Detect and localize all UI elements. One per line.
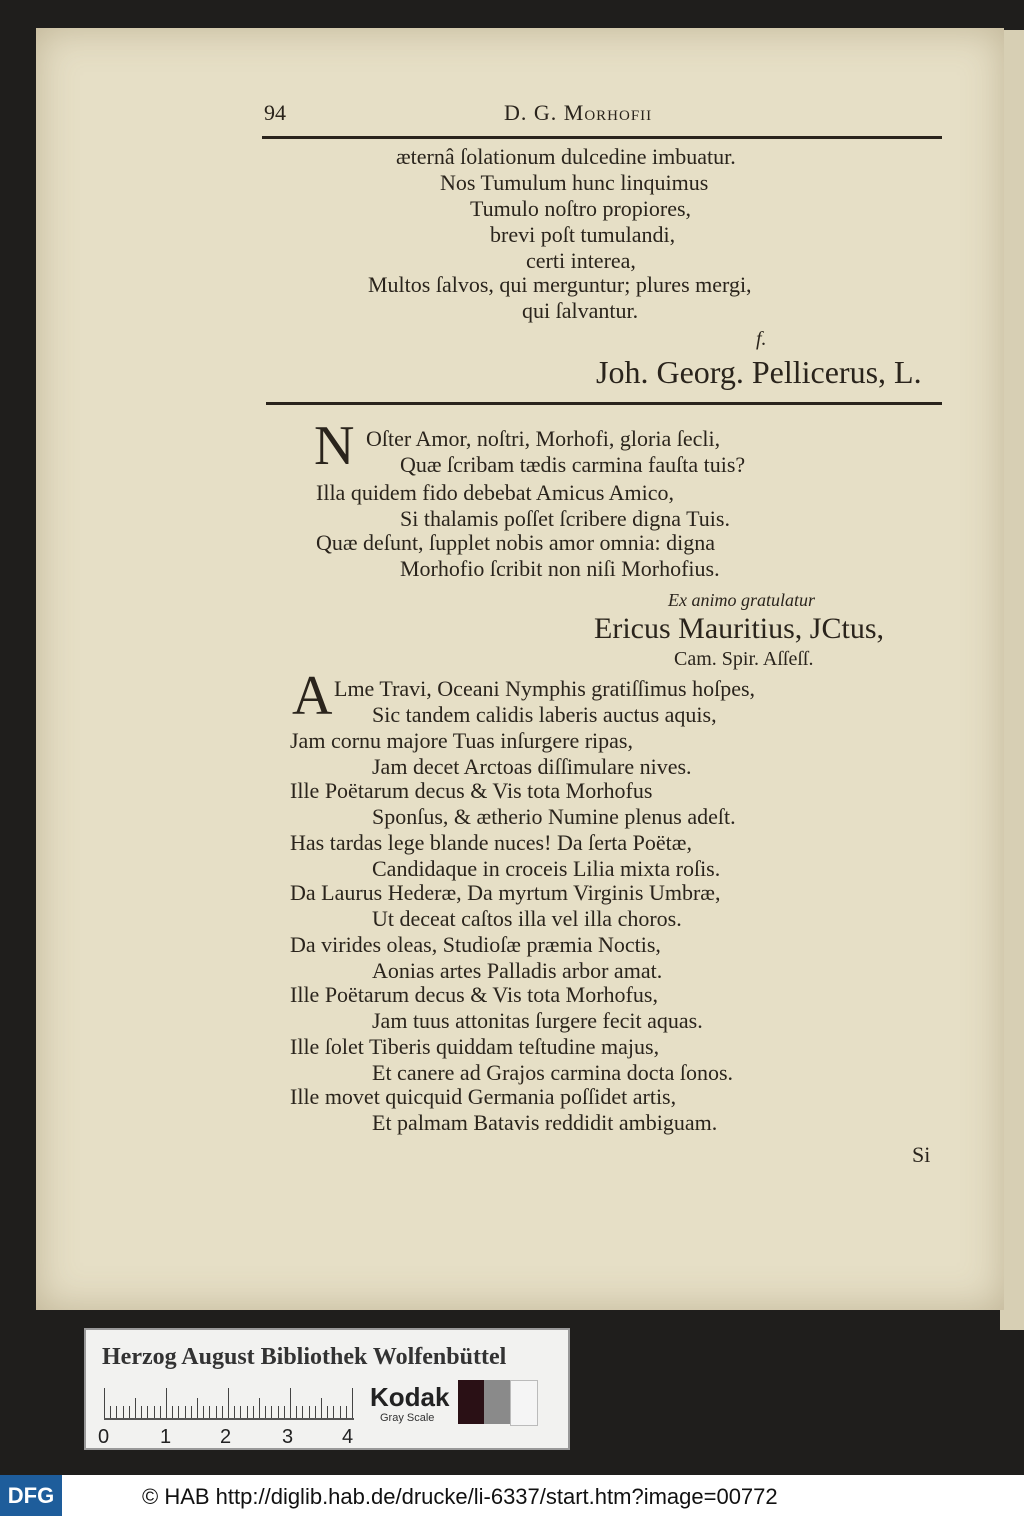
poem1-line: qui ſalvantur. [522, 298, 639, 323]
section-rule [266, 402, 942, 405]
ruler-tick [259, 1398, 260, 1418]
poem1-line: æternâ ſolationum dulcedine imbuatur. [396, 144, 736, 169]
gratulatur: Ex animo gratulatur [668, 590, 815, 610]
kodak-logo: Kodak [370, 1382, 450, 1412]
ruler-tick [129, 1406, 130, 1418]
gray-patch-light [510, 1380, 538, 1426]
ruler-tick [247, 1406, 248, 1418]
ruler-tick [327, 1406, 328, 1418]
ruler-tick [346, 1406, 347, 1418]
ruler-scale [104, 1388, 354, 1420]
book-page [36, 28, 1004, 1310]
footer [0, 1475, 1024, 1516]
ruler-tick [284, 1406, 285, 1418]
ruler-tick [135, 1398, 136, 1418]
poem1-author: Joh. Georg. Pellicerus, L. [596, 354, 922, 390]
running-title: D. G. Morhofii [504, 100, 653, 125]
poem2-line: Illa quidem fido debebat Amicus Amico, [316, 480, 675, 505]
poem3-line: Candidaque in croceis Lilia mixta roſis. [372, 856, 721, 881]
poem2-author-title: Cam. Spir. Aſſeſſ. [674, 648, 814, 670]
poem2-author: Ericus Mauritius, JCtus, [594, 612, 884, 645]
ruler-tick [228, 1388, 229, 1418]
poem3-line: Jam tuus attonitas ſurgere fecit aquas. [372, 1008, 703, 1033]
ruler-tick [209, 1406, 210, 1418]
ruler-tick [315, 1406, 316, 1418]
ruler-tick [333, 1406, 334, 1418]
poem3-line: Sic tandem calidis laberis auctus aquis, [372, 702, 717, 727]
ruler-tick [271, 1406, 272, 1418]
poem3-line: Ille ſolet Tiberis quiddam teſtudine majus, [290, 1034, 660, 1059]
ruler-tick [172, 1406, 173, 1418]
ruler-tick [104, 1388, 105, 1418]
poem2-line: Quæ deſunt, ſupplet nobis amor omnia: digna [316, 530, 716, 555]
ruler-tick [216, 1406, 217, 1418]
ruler-tick [278, 1406, 279, 1418]
scale-number: 4 [342, 1426, 354, 1448]
poem1-line: Multos ſalvos, qui merguntur; plures mergi, [368, 272, 752, 297]
gray-patch-mid [484, 1380, 510, 1424]
poem3-line: Lme Travi, Oceani Nymphis gratiſſimus hoſpes, [334, 676, 756, 701]
copyright-link[interactable]: © HAB http://diglib.hab.de/drucke/li-6337/start.htm?image=00772 [142, 1484, 778, 1509]
ruler-tick [309, 1406, 310, 1418]
ruler-tick [141, 1406, 142, 1418]
poem2-line: Quæ ſcribam tædis carmina fauſta tuis? [400, 452, 746, 477]
ruler-tick [197, 1398, 198, 1418]
gray-scale-label: Gray Scale [380, 1412, 435, 1424]
ruler-tick [253, 1406, 254, 1418]
poem3-line: Ille movet quicquid Germania poſſidet artis, [290, 1084, 677, 1109]
ruler-tick [290, 1388, 291, 1418]
ruler-tick [116, 1406, 117, 1418]
ruler-tick [302, 1406, 303, 1418]
poem3-line: Ille Poëtarum decus & Vis tota Morhofus [290, 778, 653, 803]
ruler-tick [296, 1406, 297, 1418]
page-number: 94 [264, 100, 286, 125]
ruler-tick [123, 1406, 124, 1418]
ruler-tick [185, 1406, 186, 1418]
poem3-line: Et palmam Batavis reddidit ambiguam. [372, 1110, 718, 1135]
poem2-line: Oſter Amor, noſtri, Morhofi, gloria ſecli, [366, 426, 721, 451]
ruler-tick [166, 1388, 167, 1418]
poem3-line: Jam decet Arctoas diſſimulare nives. [372, 754, 692, 779]
poem3-line: Da Laurus Hederæ, Da myrtum Virginis Umbræ, [290, 880, 721, 905]
library-name: Herzog August Bibliothek Wolfenbüttel [102, 1344, 507, 1370]
ruler-tick [265, 1406, 266, 1418]
sign-mark: f. [756, 328, 767, 350]
gray-patch-dark [458, 1380, 484, 1424]
ruler-tick [321, 1398, 322, 1418]
poem3-line: Aonias artes Palladis arbor amat. [372, 958, 663, 983]
poem3-line: Jam cornu majore Tuas inſurgere ripas, [290, 728, 633, 753]
color-calibration-bar [84, 1328, 570, 1450]
poem3-line: Da virides oleas, Studioſæ præmia Noctis, [290, 932, 661, 957]
poem1-line: certi interea, [526, 248, 636, 273]
poem2-line: Si thalamis poſſet ſcribere digna Tuis. [400, 506, 730, 531]
poem3-line: Has tardas lege blande nuces! Da ſerta Poëtæ, [290, 830, 692, 855]
ruler-tick [340, 1406, 341, 1418]
poem1-line: Nos Tumulum hunc linquimus [440, 170, 709, 195]
catchword: Si [912, 1142, 931, 1167]
scale-number: 2 [220, 1426, 232, 1448]
poem1-line: Tumulo noſtro propiores, [470, 196, 692, 221]
ruler-tick [234, 1406, 235, 1418]
ruler-tick [178, 1406, 179, 1418]
poem3-line: Ut deceat caſtos illa vel illa choros. [372, 906, 682, 931]
scale-number: 0 [98, 1426, 110, 1448]
ruler-tick [147, 1406, 148, 1418]
ruler-tick [352, 1388, 353, 1418]
drop-cap: N [314, 415, 355, 477]
poem3-line: Ille Poëtarum decus & Vis tota Morhofus, [290, 982, 658, 1007]
ruler-tick [203, 1406, 204, 1418]
ruler-tick [160, 1406, 161, 1418]
ruler-tick [154, 1406, 155, 1418]
ruler-tick [191, 1406, 192, 1418]
ruler-tick [110, 1406, 111, 1418]
poem3-line: Sponſus, & ætherio Numine plenus adeſt. [372, 804, 736, 829]
scale-number: 1 [160, 1426, 172, 1448]
ruler-tick [240, 1406, 241, 1418]
poem1-line: brevi poſt tumulandi, [490, 222, 676, 247]
scale-number: 3 [282, 1426, 294, 1448]
ruler-tick [222, 1406, 223, 1418]
poem3-line: Et canere ad Grajos carmina docta ſonos. [372, 1060, 734, 1085]
header-rule [262, 136, 942, 139]
poem2-line: Morhofio ſcribit non niſi Morhofius. [400, 556, 720, 581]
dfg-logo: DFG [0, 1475, 62, 1516]
drop-cap: A [292, 665, 333, 727]
